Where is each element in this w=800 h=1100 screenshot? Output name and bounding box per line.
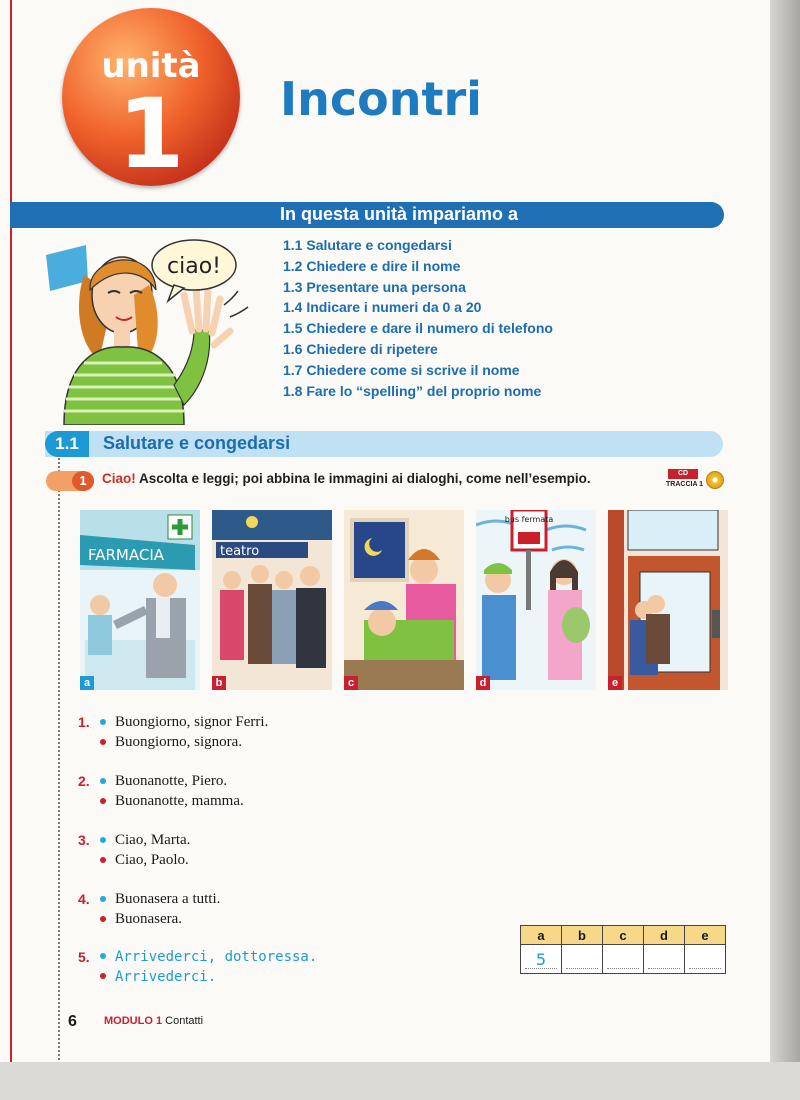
section-number: 1.1	[45, 431, 89, 457]
office-door-scene-illustration	[608, 510, 728, 690]
answer-header: e	[685, 926, 726, 945]
answer-cell[interactable]	[562, 945, 603, 974]
objective-item: 1.2 Chiedere e dire il nome	[283, 257, 461, 274]
answer-value	[689, 952, 721, 969]
picture-letter: c	[344, 676, 358, 690]
unit-number: 1	[117, 78, 185, 190]
left-margin-rule	[10, 0, 12, 1100]
answer-value	[607, 952, 639, 969]
speaker-bullet	[100, 857, 106, 863]
bedtime-scene-illustration	[344, 510, 464, 690]
picture-letter: d	[476, 676, 490, 690]
exercise-badge	[46, 471, 94, 491]
speech-bubble-text: ciao!	[167, 254, 221, 279]
theatre-sign: teatro	[220, 544, 260, 559]
picture-letter: e	[608, 676, 622, 690]
objective-item: 1.5 Chiedere e dare il numero di telefono	[283, 320, 553, 337]
speaker-bullet	[100, 837, 106, 843]
objectives-band-title: In questa unità impariamo a	[280, 204, 519, 224]
picture-letter: b	[212, 676, 226, 690]
objective-item: 1.1 Salutare e congedarsi	[283, 237, 452, 253]
theatre-scene-illustration	[212, 510, 332, 690]
dialog-line: Arrivederci, dottoressa.	[115, 949, 318, 965]
pharmacy-scene-illustration	[80, 510, 200, 690]
cd-icon	[706, 471, 724, 489]
dialog-line: Ciao, Marta.	[115, 832, 191, 848]
answer-header: c	[603, 926, 644, 945]
exercise-number: 1	[72, 471, 94, 491]
picture-d	[476, 510, 596, 690]
answer-header: a	[521, 926, 562, 945]
exercise-instruction	[102, 471, 591, 486]
answer-cell[interactable]	[685, 945, 726, 974]
dialog-line: Buonanotte, Piero.	[115, 773, 228, 789]
objectives-band	[10, 202, 724, 228]
picture-a	[80, 510, 200, 690]
unit-badge	[62, 8, 240, 190]
dialog-line: Arrivederci.	[115, 969, 217, 985]
objective-item: 1.8 Fare lo “spelling” del proprio nome	[283, 382, 542, 399]
dialog-line: Ciao, Paolo.	[115, 852, 189, 868]
answer-value	[566, 952, 598, 969]
picture-b	[212, 510, 332, 690]
dotted-margin-line	[58, 455, 60, 1060]
dialog-number: 1.	[78, 714, 90, 730]
scan-bottom-margin	[0, 1062, 800, 1100]
waving-woman-illustration	[44, 235, 254, 425]
dialog-line: Buongiorno, signora.	[115, 734, 243, 750]
dialog-number: 2.	[78, 773, 90, 789]
footer-module-label: MODULO	[104, 1015, 153, 1027]
picture-e	[608, 510, 728, 690]
objective-item: 1.6 Chiedere di ripetere	[283, 340, 438, 357]
answer-cell[interactable]	[603, 945, 644, 974]
section-title: Salutare e congedarsi	[103, 433, 291, 453]
answer-table	[520, 925, 726, 974]
speaker-bullet	[100, 973, 106, 979]
cd-track: TRACCIA 1	[666, 481, 704, 488]
footer-module-number: 1	[155, 1015, 163, 1027]
page-number: 6	[68, 1013, 77, 1030]
unit-word: unità	[101, 46, 201, 86]
exercise-text: Ascolta e leggi; poi abbina le immagini ai dialoghi, come nell’esempio.	[139, 471, 591, 486]
dialog-number: 3.	[78, 832, 90, 848]
unit-title: Incontri	[280, 72, 482, 126]
speaker-bullet	[100, 916, 106, 922]
dialog-number: 5.	[78, 949, 90, 965]
speaker-bullet	[100, 778, 106, 784]
answer-header: b	[562, 926, 603, 945]
dialog-line: Buonasera a tutti.	[115, 891, 221, 907]
footer-module	[104, 1015, 203, 1027]
answer-cell[interactable]	[521, 945, 562, 974]
exercise-lead: Ciao!	[102, 471, 136, 486]
bus-stop-scene-illustration	[476, 510, 596, 690]
picture-letter: a	[80, 676, 94, 690]
section-header	[45, 431, 723, 457]
objective-item: 1.7 Chiedere come si scrive il nome	[283, 361, 520, 378]
speaker-bullet	[100, 798, 106, 804]
dialog-line: Buonanotte, mamma.	[115, 793, 244, 809]
dialog-number: 4.	[78, 891, 90, 907]
bus-stop-sign: bus fermata	[504, 515, 554, 524]
page-edge-shadow	[770, 0, 800, 1100]
speaker-bullet	[100, 739, 106, 745]
speaker-bullet	[100, 719, 106, 725]
cd-label: CD	[668, 469, 698, 479]
footer-module-title: Contatti	[165, 1015, 204, 1027]
speaker-bullet	[100, 953, 106, 959]
picture-c	[344, 510, 464, 690]
answer-header: d	[644, 926, 685, 945]
objective-item: 1.4 Indicare i numeri da 0 a 20	[283, 299, 482, 316]
dialog-line: Buonasera.	[115, 911, 183, 927]
objective-item: 1.3 Presentare una persona	[283, 278, 466, 295]
objectives-list	[283, 235, 553, 401]
answer-value	[648, 952, 680, 969]
dialog-line: Buongiorno, signor Ferri.	[115, 714, 269, 730]
pharmacy-sign: FARMACIA	[88, 546, 165, 564]
answer-cell[interactable]	[644, 945, 685, 974]
answer-value: 5	[525, 952, 557, 969]
speaker-bullet	[100, 896, 106, 902]
